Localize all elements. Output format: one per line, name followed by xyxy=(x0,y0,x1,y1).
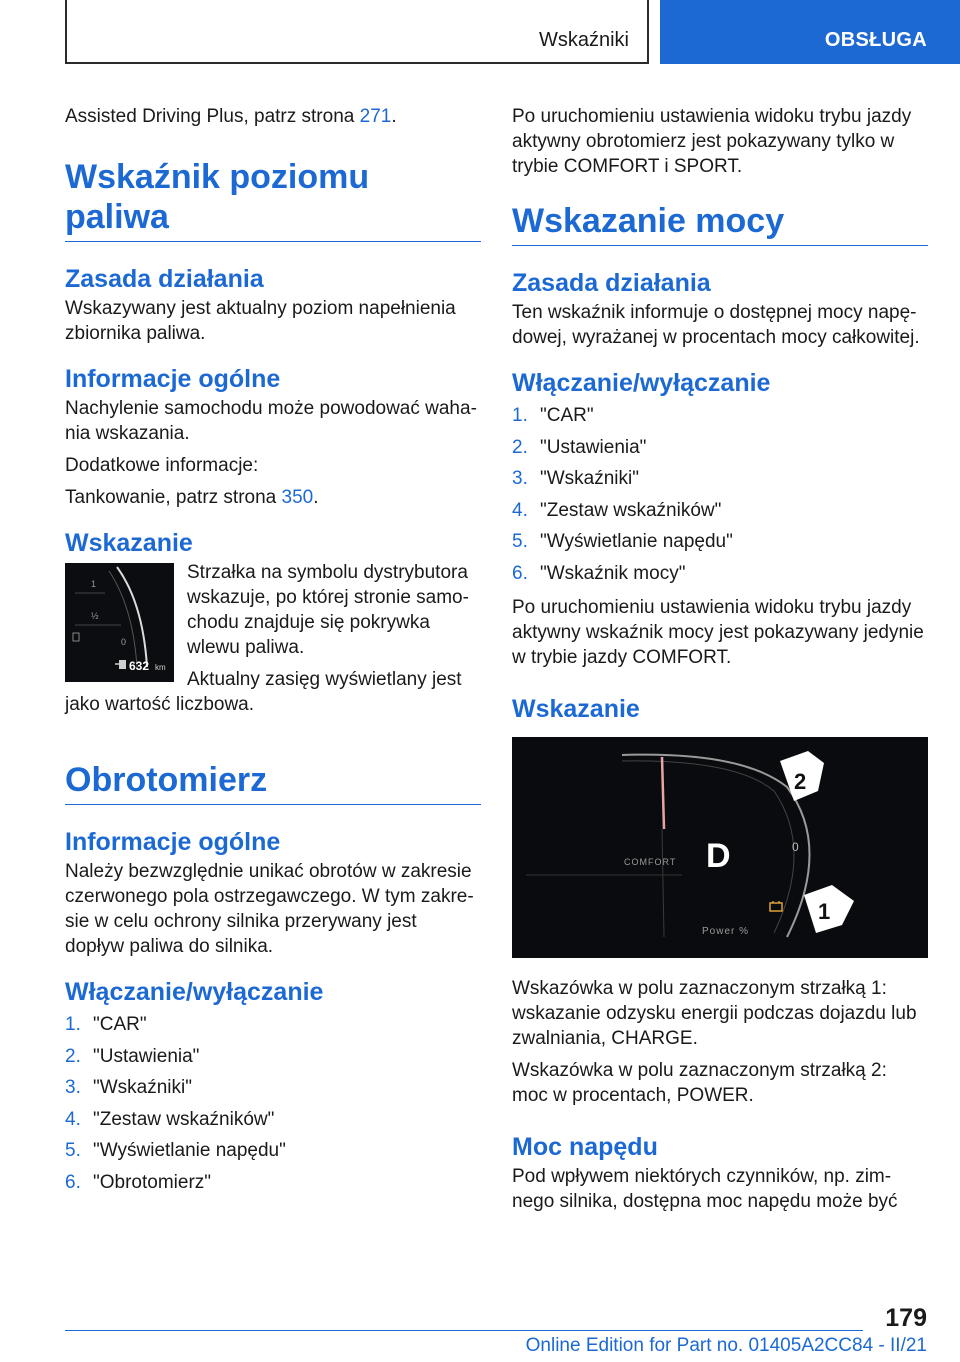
page-link-350[interactable]: 350 xyxy=(281,487,314,508)
fuel-gauge-image xyxy=(65,563,174,682)
power-steps-list xyxy=(512,400,928,589)
tacho-general-heading: Informacje ogólne xyxy=(65,828,281,856)
battery-icon xyxy=(770,901,782,911)
fuel-general-text: Nachylenie samochodu może powodować waha-nia wskazania. xyxy=(65,398,477,444)
fuel-principle-heading: Zasada działania xyxy=(65,265,264,293)
list-item: 6. "Wskaźnik mocy" xyxy=(512,562,686,584)
header-section-box xyxy=(65,0,649,64)
drive-mode-label: COMFORT xyxy=(624,857,677,867)
list-item: 3. "Wskaźniki" xyxy=(512,468,639,489)
arrow-2-icon xyxy=(780,751,824,801)
fuel-gauge-graphic xyxy=(65,563,174,682)
footer-divider xyxy=(65,1330,863,1331)
fuel-principle-text: Wskazywany jest aktualny poziom napełnienia zbiornika paliwa. xyxy=(65,298,456,344)
power-switch-heading: Włączanie/wyłączanie xyxy=(512,369,771,397)
fuel-additional-info: Dodatkowe informacje: xyxy=(65,455,259,476)
header-section-title: Wskaźniki xyxy=(538,29,629,51)
tachometer-title: Obrotomierz xyxy=(65,760,481,805)
power-note-arrow-1: Wskazówka w polu zaznaczonym strzałką 1: wskazanie odzysku energii podczas dojazdu lub zwalniania, CHARGE. xyxy=(512,978,917,1049)
fuel-scale-bottom: 0 xyxy=(121,637,127,647)
power-gauge-graphic xyxy=(512,737,928,958)
tacho-mode-text: Po uruchomieniu ustawienia widoku trybu jazdy aktywny obrotomierz jest pokazywany tylko w trybie COMFORT i SPORT. xyxy=(512,106,912,177)
fuel-display-text: Strzałka na symbolu dystrybutora wskazuje, po której stronie samo-chodu znajduje się pokrywka wlewu paliwa. xyxy=(187,562,469,658)
page-number: 179 xyxy=(885,1304,927,1332)
power-percent-label: Power % xyxy=(702,926,750,937)
list-item: 2. "Ustawienia" xyxy=(65,1045,200,1067)
power-display-title: Wskazanie mocy xyxy=(512,201,928,246)
header-chapter-tab xyxy=(660,0,960,64)
header-chapter-title: OBSŁUGA xyxy=(824,29,927,51)
arrow-2-label: 2 xyxy=(794,769,807,794)
power-principle-text: Ten wskaźnik informuje o dostępnej mocy napę-dowej, wyrażanej w procentach mocy całkowitej. xyxy=(512,302,920,348)
list-item: 4. "Zestaw wskaźników" xyxy=(65,1108,275,1130)
fuel-general-heading: Informacje ogólne xyxy=(65,365,281,393)
list-item: 1. "CAR" xyxy=(65,1014,147,1035)
list-item: 1. "CAR" xyxy=(512,405,594,426)
list-item: 2. "Ustawienia" xyxy=(512,436,647,458)
gear-indicator: D xyxy=(706,837,731,875)
footer-edition: Online Edition for Part no. 01405A2CC84 - II/21 xyxy=(525,1335,927,1356)
power-display-heading: Wskazanie xyxy=(512,695,640,723)
intro-paragraph: Assisted Driving Plus, patrz strona 271. xyxy=(65,106,397,127)
power-zero-label: 0 xyxy=(792,840,799,854)
fuel-gauge-title: Wskaźnik poziomu paliwa xyxy=(65,157,481,242)
tacho-switch-heading: Włączanie/wyłączanie xyxy=(65,978,324,1006)
list-item: 6. "Obrotomierz" xyxy=(65,1171,212,1193)
fuel-scale-top: 1 xyxy=(91,579,97,589)
arrow-1-label: 1 xyxy=(818,899,831,924)
fuel-display-heading: Wskazanie xyxy=(65,529,193,557)
power-gauge-image xyxy=(512,737,928,958)
list-item: 3. "Wskaźniki" xyxy=(65,1077,192,1098)
list-item: 4. "Zestaw wskaźników" xyxy=(512,499,722,521)
list-item: 5. "Wyświetlanie napędu" xyxy=(65,1140,286,1161)
drive-power-heading: Moc napędu xyxy=(512,1133,658,1161)
drive-power-text: Pod wpływem niektórych czynników, np. zim-nego silnika, dostępna moc napędu może być xyxy=(512,1166,898,1212)
page-link-271[interactable]: 271 xyxy=(359,106,392,127)
tacho-general-text: Należy bezwzględnie unikać obrotów w zakresie czerwonego pola ostrzegawczego. W tym zakre-sie w celu ochrony silnika przerywany jest dopływ paliwa do silnika. xyxy=(65,861,474,957)
arrow-1-icon xyxy=(804,885,854,933)
right-column xyxy=(512,104,928,1221)
left-column xyxy=(65,104,481,1204)
power-principle-heading: Zasada działania xyxy=(512,269,711,297)
fuel-range-unit: km xyxy=(155,663,166,672)
fuel-pump-icon xyxy=(115,660,126,669)
fuel-scale-mid: ½ xyxy=(91,611,99,621)
power-mode-text: Po uruchomieniu ustawienia widoku trybu jazdy aktywny wskaźnik mocy jest pokazywany jedynie w trybie jazdy COMFORT. xyxy=(512,597,924,668)
fuel-side-icon xyxy=(73,633,79,641)
fuel-refuel-reference: Tankowanie, patrz strona 350. xyxy=(65,487,319,508)
tacho-steps-list xyxy=(65,1009,481,1198)
fuel-range-value: 632 xyxy=(129,659,150,673)
fuel-range-text: Aktualny zasięg wyświetlany jest jako wartość liczbowa. xyxy=(65,669,462,715)
power-note-arrow-2: Wskazówka w polu zaznaczonym strzałką 2: moc w procentach, POWER. xyxy=(512,1060,887,1106)
list-item: 5. "Wyświetlanie napędu" xyxy=(512,531,733,552)
